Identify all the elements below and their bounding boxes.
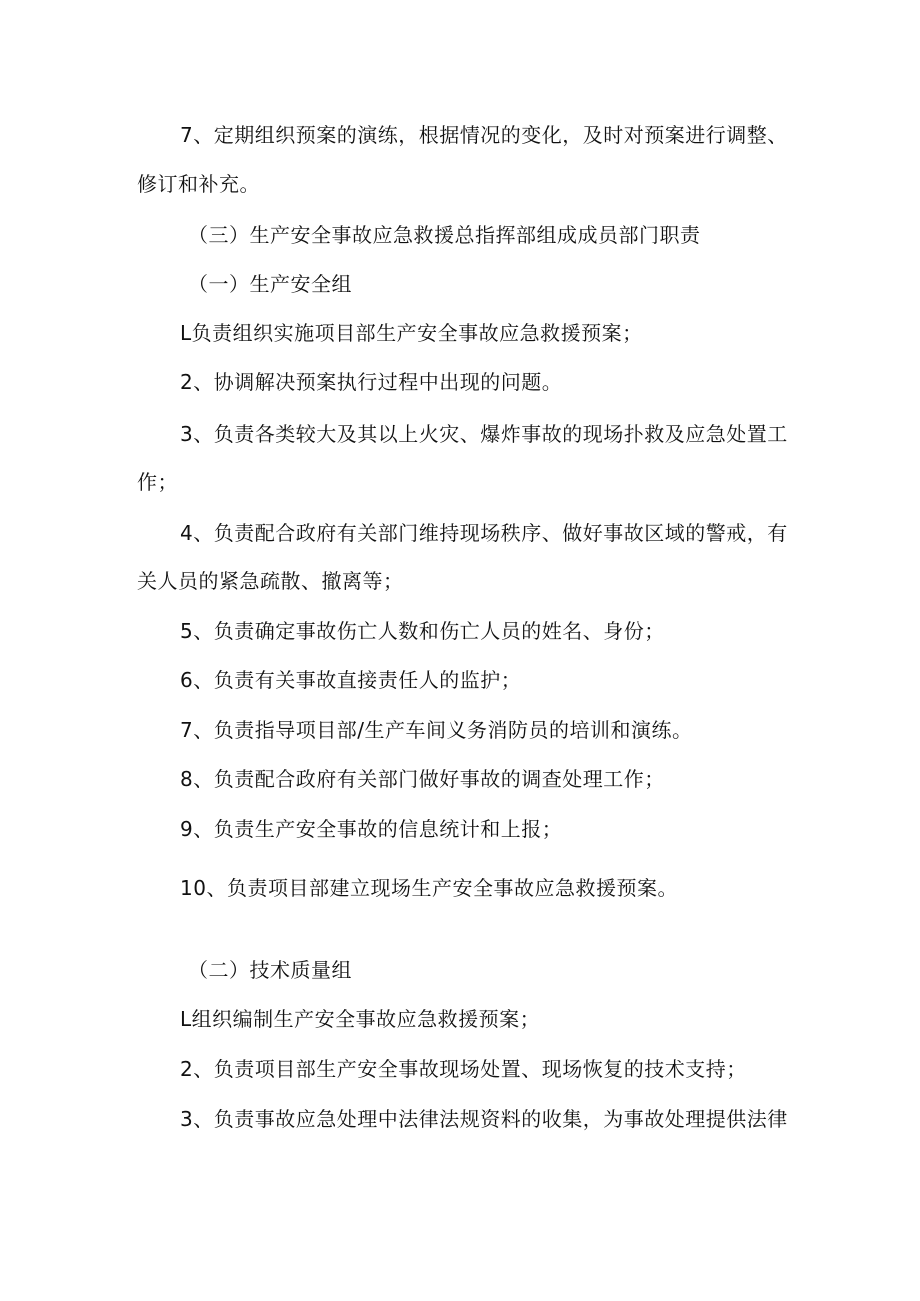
list-item: 3、负责各类较大及其以上火灾、爆炸事故的现场扑救及应急处置工 <box>180 422 788 446</box>
list-item: 5、负责确定事故伤亡人数和伤亡人员的姓名、身份； <box>180 619 665 643</box>
list-item: 9、负责生产安全事故的信息统计和上报； <box>180 817 563 841</box>
list-item: 3、负责事故应急处理中法律法规资料的收集，为事故处理提供法律 <box>180 1107 788 1131</box>
section-heading: （二）技术质量组 <box>188 958 352 982</box>
paragraph-line: 修订和补充。 <box>137 172 260 196</box>
list-item: 7、负责指导项目部/生产车间义务消防员的培训和演练。 <box>180 718 693 742</box>
list-item: 4、负责配合政府有关部门维持现场秩序、做好事故区域的警戒，有 <box>180 521 788 545</box>
list-item: L负责组织实施项目部生产安全事故应急救援预案； <box>180 321 643 345</box>
list-item: L组织编制生产安全事故应急救援预案； <box>180 1007 541 1031</box>
list-item: 2、协调解决预案执行过程中出现的问题。 <box>180 370 563 394</box>
section-heading: （三）生产安全事故应急救援总指挥部组成成员部门职责 <box>188 223 701 247</box>
list-item-continuation: 作； <box>137 470 178 494</box>
list-item-continuation: 关人员的紧急疏散、撤离等； <box>137 569 404 593</box>
paragraph-line: 7、定期组织预案的演练，根据情况的变化，及时对预案进行调整、 <box>180 123 788 147</box>
list-item: 10、负责项目部建立现场生产安全事故应急救援预案。 <box>180 876 678 900</box>
list-item: 6、负责有关事故直接责任人的监护； <box>180 668 522 692</box>
section-heading: （一）生产安全组 <box>188 272 352 296</box>
list-item: 2、负责项目部生产安全事故现场处置、现场恢复的技术支持； <box>180 1057 747 1081</box>
list-item: 8、负责配合政府有关部门做好事故的调查处理工作； <box>180 767 665 791</box>
